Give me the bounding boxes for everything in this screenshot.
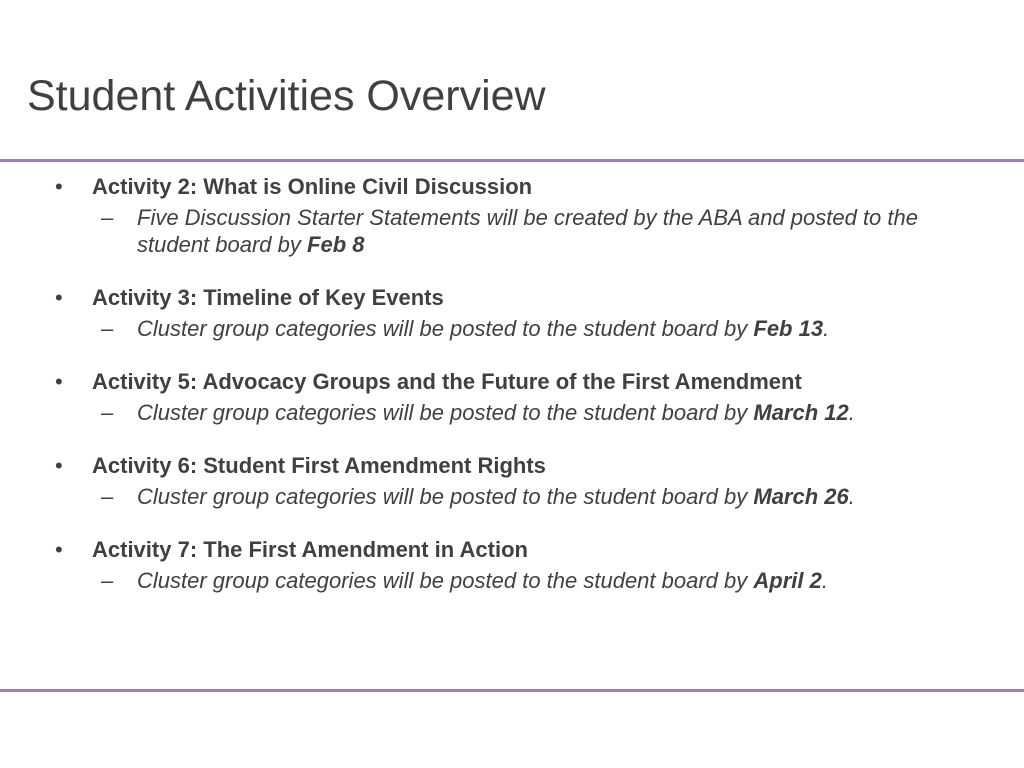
dash-marker: – <box>101 316 114 341</box>
activity-detail <box>101 204 957 258</box>
activity-title: Activity 6: Student First Amendment Rights <box>92 453 546 478</box>
dash-marker: – <box>101 205 114 230</box>
bullet-marker: • <box>55 537 63 562</box>
activity-item <box>0 533 1024 594</box>
bullet-marker: • <box>55 453 63 478</box>
dash-marker: – <box>101 484 114 509</box>
activity-detail <box>101 567 957 594</box>
activity-title: Activity 7: The First Amendment in Action <box>92 537 528 562</box>
deadline-date: March 12 <box>753 400 849 425</box>
activity-title: Activity 5: Advocacy Groups and the Future of the First Amendment <box>92 369 802 394</box>
activity-title: Activity 2: What is Online Civil Discussion <box>92 174 533 199</box>
deadline-date: Feb 8 <box>307 232 365 257</box>
dash-marker: – <box>101 568 114 593</box>
detail-suffix: . <box>823 316 830 341</box>
detail-text: Cluster group categories will be posted to the student board by <box>137 484 754 509</box>
activity-item <box>0 365 1024 426</box>
activity-item <box>0 170 1024 258</box>
deadline-date: April 2 <box>753 568 822 593</box>
activity-detail <box>101 315 957 342</box>
bullet-marker: • <box>55 369 63 394</box>
bullet-marker: • <box>55 174 63 199</box>
detail-text: Cluster group categories will be posted to the student board by <box>137 400 754 425</box>
slide-title: Student Activities Overview <box>27 72 546 120</box>
bottom-divider-rule <box>0 689 1024 692</box>
detail-suffix: . <box>848 400 855 425</box>
top-divider-rule <box>0 159 1024 162</box>
detail-suffix: . <box>821 568 828 593</box>
detail-suffix: . <box>848 484 855 509</box>
activity-detail <box>101 483 957 510</box>
detail-text: Five Discussion Starter Statements will be created by the ABA and posted to the student board by <box>137 205 918 257</box>
bullet-marker: • <box>55 285 63 310</box>
activities-list <box>0 170 1024 594</box>
activity-title: Activity 3: Timeline of Key Events <box>92 285 444 310</box>
dash-marker: – <box>101 400 114 425</box>
activity-detail <box>101 399 957 426</box>
detail-text: Cluster group categories will be posted to the student board by <box>137 316 754 341</box>
activity-item <box>0 449 1024 510</box>
deadline-date: Feb 13 <box>753 316 824 341</box>
activity-item <box>0 281 1024 342</box>
deadline-date: March 26 <box>753 484 849 509</box>
detail-text: Cluster group categories will be posted to the student board by <box>137 568 754 593</box>
